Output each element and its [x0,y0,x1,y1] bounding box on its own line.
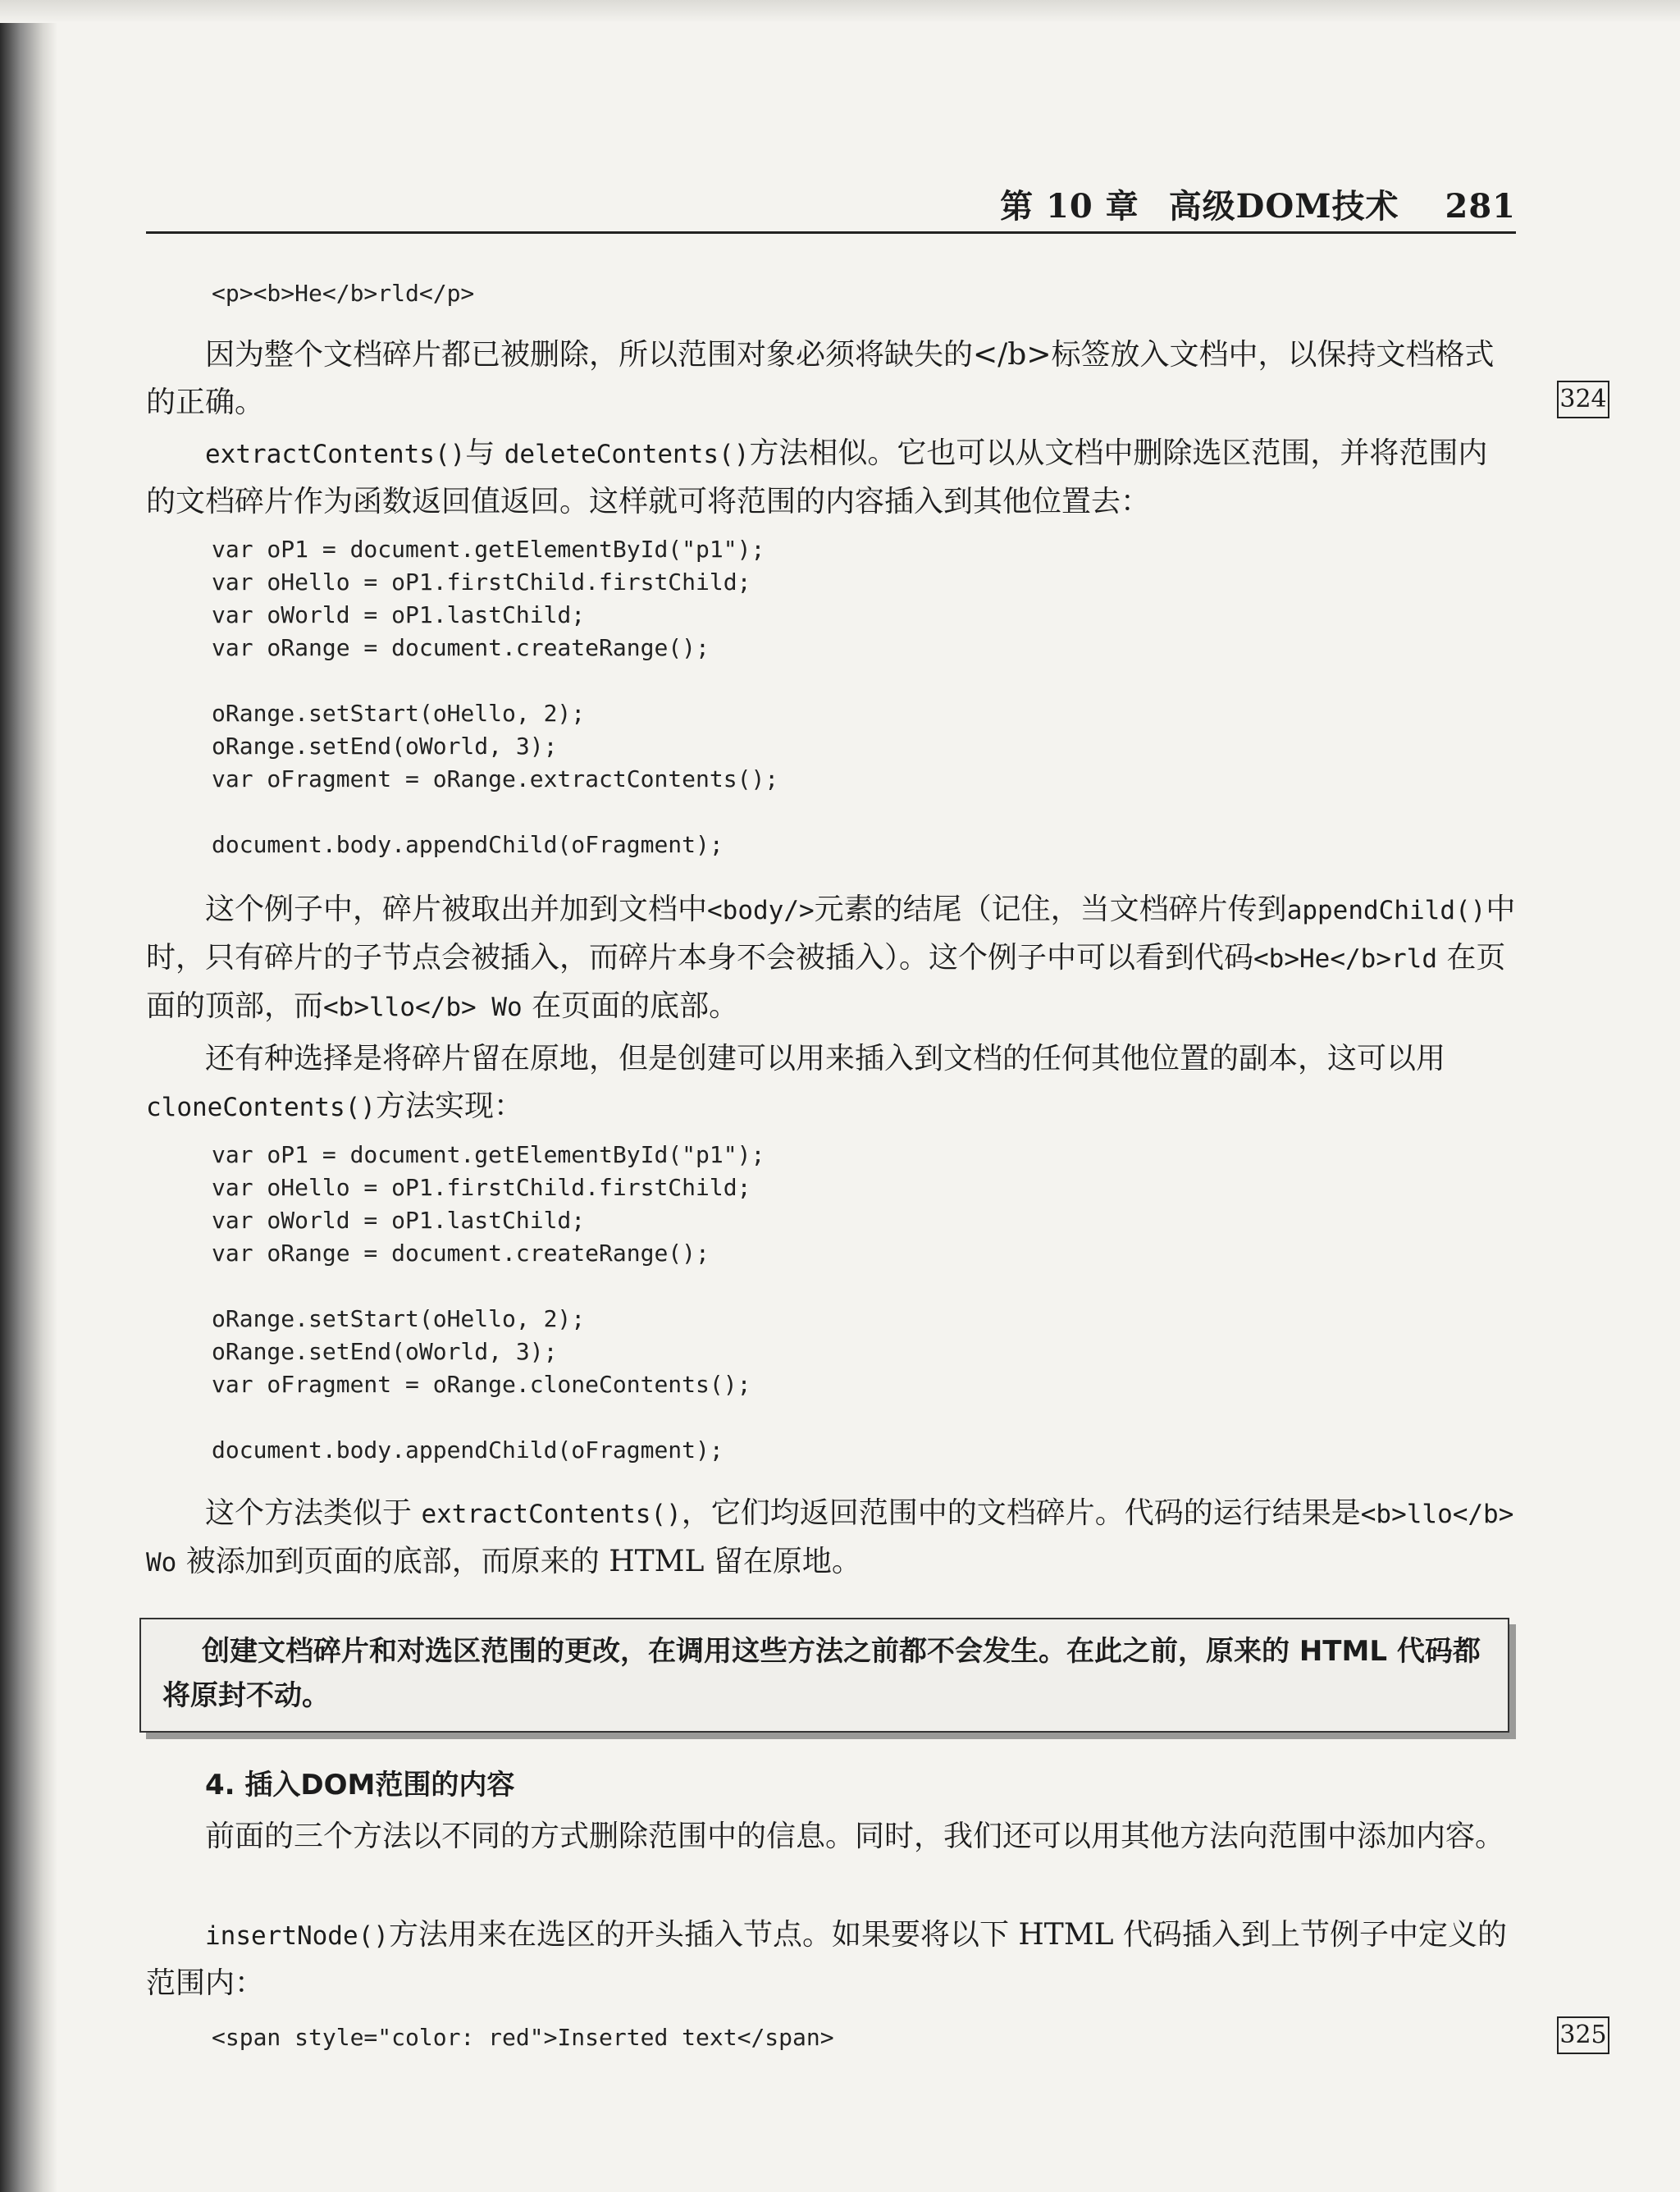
text-run: 方法用来在选区的开头插入节点。如果要将以下 HTML 代码插入到上节例子中定义的范围内： [146,1918,1508,2000]
page-number: 281 [1445,187,1516,226]
inline-code: <body/> [707,896,815,925]
chapter-label: 第 10 章 [1000,187,1139,226]
text-run: 这个方法类似于 [205,1496,422,1530]
text-run: 方法实现： [375,1089,523,1123]
paragraph: 前面的三个方法以不同的方式删除范围中的信息。同时，我们还可以用其他方法向范围中添加内容。 [205,1820,1505,1853]
paragraph [146,1035,1516,1131]
inline-code: extractContents() [421,1500,682,1529]
margin-page-marker: 324 [1557,381,1609,418]
inline-code: appendChild() [1286,896,1486,925]
page-edge-shadow [0,0,1680,23]
inline-code: <b>llo</b> Wo [323,993,523,1022]
paragraph [146,886,1516,1031]
chapter-title: 高级DOM技术 [1168,187,1399,226]
running-header [146,182,1516,234]
paragraph: 因为整个文档碎片都已被删除，所以范围对象必须将缺失的</b>标签放入文档中，以保持文档格式的正确。 [146,338,1495,419]
text-run: 中时，只有碎片的子节点会被插入，而碎片本身不会被插入）。这个例子中可以看到代码 [146,893,1516,975]
code-block: <span style="color: red">Inserted text</span> [212,2024,834,2051]
code-block: var oP1 = document.getElementById("p1"); var oHello = oP1.firstChild.firstChild; var oWorld = oP1.lastChild; var oRange = document.createRange(); oRange.setStart(oHello, 2); oRange.setEnd(oWorld, 3); var oFragment = oRange.extractContents(); document.body.appendChild(oFragment); [212,536,779,858]
text-run: ，它们均返回范围中的文档碎片。代码的运行结果是 [681,1496,1361,1530]
section-heading: 4. 插入DOM范围的内容 [205,1769,515,1802]
code-block: var oP1 = document.getElementById("p1"); var oHello = oP1.firstChild.firstChild; var oWorld = oP1.lastChild; var oRange = document.createRange(); oRange.setStart(oHello, 2); oRange.setEnd(oWorld, 3); var oFragment = oRange.cloneContents(); document.body.appendChild(oFragment); [212,1141,765,1464]
note-box: 创建文档碎片和对选区范围的更改，在调用这些方法之前都不会发生。在此之前，原来的 HTML 代码都将原封不动。 [139,1618,1509,1733]
inline-code: deleteContents() [504,440,750,469]
inline-code: <b>He</b>rld [1253,944,1437,974]
paragraph [146,1911,1516,2007]
margin-page-marker: 325 [1557,2016,1609,2054]
paragraph [146,1490,1516,1587]
inline-code: cloneContents() [146,1093,376,1122]
inline-code: extractContents() [205,440,466,469]
paragraph [146,430,1516,526]
text-run: 被添加到页面的底部，而原来的 HTML 留在原地。 [176,1545,861,1578]
text-run: 还有种选择是将碎片留在原地，但是创建可以用来插入到文档的任何其他位置的副本，这可以用 [205,1042,1446,1075]
text-run: 在页面的顶部，而 [146,941,1506,1023]
inline-code: insertNode() [205,1921,389,1951]
text-run: 与 [465,436,504,470]
text-run: 方法相似。它也可以从文档中删除选区范围，并将范围内的文档碎片作为函数返回值返回。这样就可将范围的内容插入到其他位置去： [146,436,1488,518]
text-run: 元素的结尾（记住，当文档碎片传到 [814,893,1287,926]
inline-code: <b>llo</b> Wo [146,1500,1514,1578]
text-run: 这个例子中，碎片被取出并加到文档中 [205,893,708,926]
code-block: <p><b>He</b>rld</p> [212,280,475,307]
text-run: 在页面的底部。 [522,989,739,1023]
binding-shadow [0,0,57,2192]
